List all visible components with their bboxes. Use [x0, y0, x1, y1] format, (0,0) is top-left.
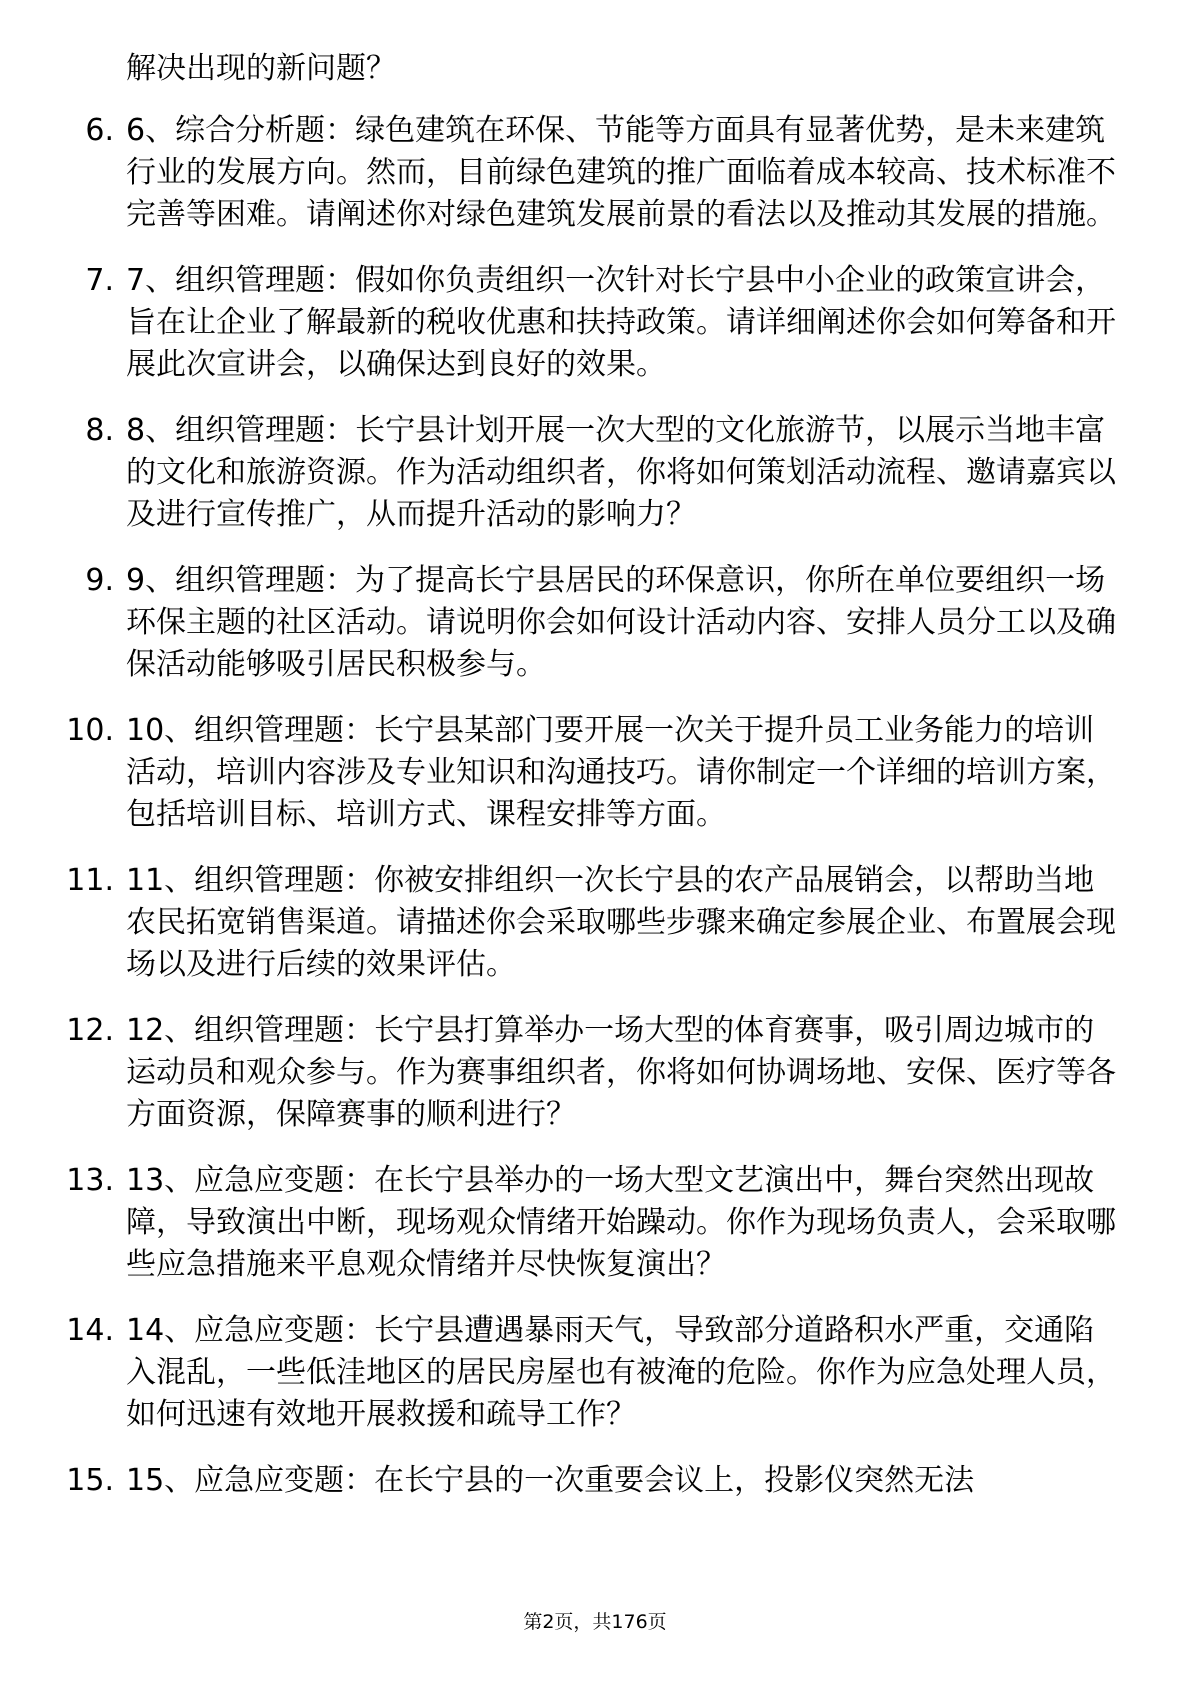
list-item [0, 410, 1190, 536]
question-number: 8. [85, 413, 114, 448]
list-item [0, 1160, 1190, 1286]
list-item [0, 260, 1190, 386]
list-item [0, 710, 1190, 836]
question-list [0, 110, 1190, 1526]
list-item [0, 1310, 1190, 1436]
list-item [0, 860, 1190, 986]
question-number: 11. [66, 863, 114, 898]
question-text: 6、综合分析题：绿色建筑在环保、节能等方面具有显著优势，是未来建筑行业的发展方向。然而，目前绿色建筑的推广面临着成本较高、技术标准不完善等困难。请阐述你对绿色建筑发展前景的看法以及推动其发展的措施。 [126, 113, 1116, 232]
question-number: 15. [66, 1463, 114, 1498]
question-number: 12. [66, 1013, 114, 1048]
list-item [0, 110, 1190, 236]
question-text: 15、应急应变题：在长宁县的一次重要会议上，投影仪突然无法 [126, 1463, 975, 1498]
question-text: 7、组织管理题：假如你负责组织一次针对长宁县中小企业的政策宣讲会，旨在让企业了解最新的税收优惠和扶持政策。请详细阐述你会如何筹备和开展此次宣讲会，以确保达到良好的效果。 [126, 263, 1116, 382]
question-number: 6. [85, 113, 114, 148]
continued-question-text: 解决出现的新问题？ [126, 51, 396, 86]
question-text: 11、组织管理题：你被安排组织一次长宁县的农产品展销会，以帮助当地农民拓宽销售渠道。请描述你会采取哪些步骤来确定参展企业、布置展会现场以及进行后续的效果评估。 [126, 863, 1116, 982]
question-number: 9. [85, 563, 114, 598]
question-number: 7. [85, 263, 114, 298]
question-text: 10、组织管理题：长宁县某部门要开展一次关于提升员工业务能力的培训活动，培训内容涉及专业知识和沟通技巧。请你制定一个详细的培训方案，包括培训目标、培训方式、课程安排等方面。 [126, 713, 1116, 832]
question-text: 8、组织管理题：长宁县计划开展一次大型的文化旅游节，以展示当地丰富的文化和旅游资源。作为活动组织者，你将如何策划活动流程、邀请嘉宾以及进行宣传推广，从而提升活动的影响力？ [126, 413, 1116, 532]
page-footer: 第2页，共176页 [523, 1611, 667, 1633]
question-text: 13、应急应变题：在长宁县举办的一场大型文艺演出中，舞台突然出现故障，导致演出中断，现场观众情绪开始躁动。你作为现场负责人，会采取哪些应急措施来平息观众情绪并尽快恢复演出？ [126, 1163, 1116, 1282]
question-text: 9、组织管理题：为了提高长宁县居民的环保意识，你所在单位要组织一场环保主题的社区活动。请说明你会如何设计活动内容、安排人员分工以及确保活动能够吸引居民积极参与。 [126, 563, 1116, 682]
list-item [0, 1010, 1190, 1136]
question-number: 14. [66, 1313, 114, 1348]
question-number: 13. [66, 1163, 114, 1198]
question-number: 10. [66, 713, 114, 748]
question-text: 14、应急应变题：长宁县遭遇暴雨天气，导致部分道路积水严重，交通陷入混乱，一些低洼地区的居民房屋也有被淹的危险。你作为应急处理人员，如何迅速有效地开展救援和疏导工作？ [126, 1313, 1116, 1432]
list-item [0, 1460, 1190, 1502]
question-text: 12、组织管理题：长宁县打算举办一场大型的体育赛事，吸引周边城市的运动员和观众参与。作为赛事组织者，你将如何协调场地、安保、医疗等各方面资源，保障赛事的顺利进行？ [126, 1013, 1116, 1132]
list-item [0, 560, 1190, 686]
